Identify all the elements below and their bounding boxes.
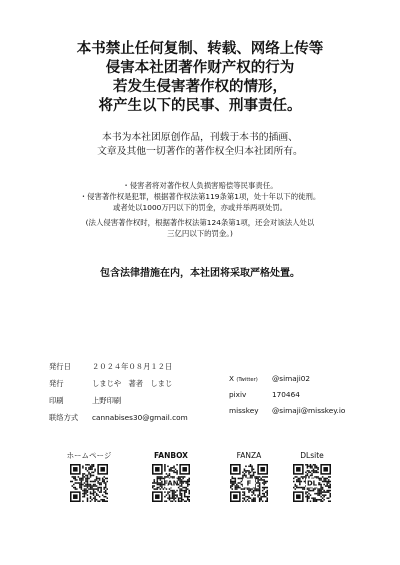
publisher-label: 発行 xyxy=(49,379,64,388)
qr-code-icon xyxy=(230,464,268,502)
qr-fanza[interactable] xyxy=(219,450,279,502)
x-label: X (Twitter) xyxy=(229,374,258,383)
legal-notes xyxy=(0,180,400,239)
qr-fanbox-label: FANBOX xyxy=(154,451,188,460)
ownership-statement xyxy=(0,131,400,159)
ownership-line-2: 文章及其他一切著作的著作权全归本社团所有。 xyxy=(97,146,303,157)
qr-homepage[interactable] xyxy=(59,450,119,502)
legal-note-1: ・侵害者将对著作权人负损害赔偿等民事责任。 xyxy=(122,181,278,190)
warning-line-1: 本书禁止任何复制、转载、网络上传等 xyxy=(76,41,324,57)
date-label: 発行日 xyxy=(49,362,71,371)
contact-label: 联络方式 xyxy=(49,413,79,422)
warning-line-4: 将产生以下的民事、刑事责任。 xyxy=(98,98,302,114)
qr-code-icon xyxy=(70,464,108,502)
contact-email[interactable]: cannabises30@gmail.com xyxy=(92,413,188,422)
qr-dlsite-label: DLsite xyxy=(300,451,324,460)
qr-center-logo: FAN xyxy=(163,479,179,488)
pixiv-label: pixiv xyxy=(229,390,247,399)
warning-line-2: 侵害本社团著作财产权的行为 xyxy=(105,60,295,76)
warning-line-3: 若发生侵害著作权的情形， xyxy=(113,79,287,95)
qr-dlsite[interactable] xyxy=(282,450,342,502)
misskey-label: misskey xyxy=(229,406,259,415)
qr-homepage-label: ホームページ xyxy=(66,451,112,460)
ownership-line-1: 本书为本社团原创作品，刊载于本书的插画、 xyxy=(102,132,298,143)
copyright-warning xyxy=(0,40,400,116)
printer-value: 上野印刷 xyxy=(92,396,122,405)
legal-note-4: (法人侵害著作权时，根据著作权法第124条第1项，还会对该法人处以 xyxy=(85,218,315,227)
qr-fanza-label: FANZA xyxy=(236,451,262,460)
qr-center-logo: DL xyxy=(306,479,318,488)
legal-note-5: 三亿円以下的罚金。) xyxy=(167,229,233,238)
twitter-sublabel: (Twitter) xyxy=(236,377,258,383)
qr-code-icon xyxy=(293,464,331,502)
printer-label: 印刷 xyxy=(49,396,64,405)
legal-note-3: 或者处以1000万円以下的罚金，亦或并举两项处罚。 xyxy=(112,203,287,212)
x-handle[interactable]: @simaji02 xyxy=(272,374,311,383)
misskey-handle[interactable]: @simaji@misskey.io xyxy=(272,406,346,415)
qr-fanbox[interactable] xyxy=(141,450,201,502)
date-value: ２０２４年０８月１２日 xyxy=(92,362,173,371)
publisher-value: しまじや 著者 しまじ xyxy=(92,379,173,388)
pixiv-id[interactable]: 170464 xyxy=(272,390,300,399)
qr-code-icon xyxy=(152,464,190,502)
legal-note-2: ・侵害著作权是犯罪，根据著作权法第119条第1项，处十年以下的徒刑。 xyxy=(79,192,321,201)
legal-closing: 包含法律措施在内，本社团将采取严格处置。 xyxy=(100,268,300,279)
qr-center-logo: F xyxy=(246,479,252,488)
